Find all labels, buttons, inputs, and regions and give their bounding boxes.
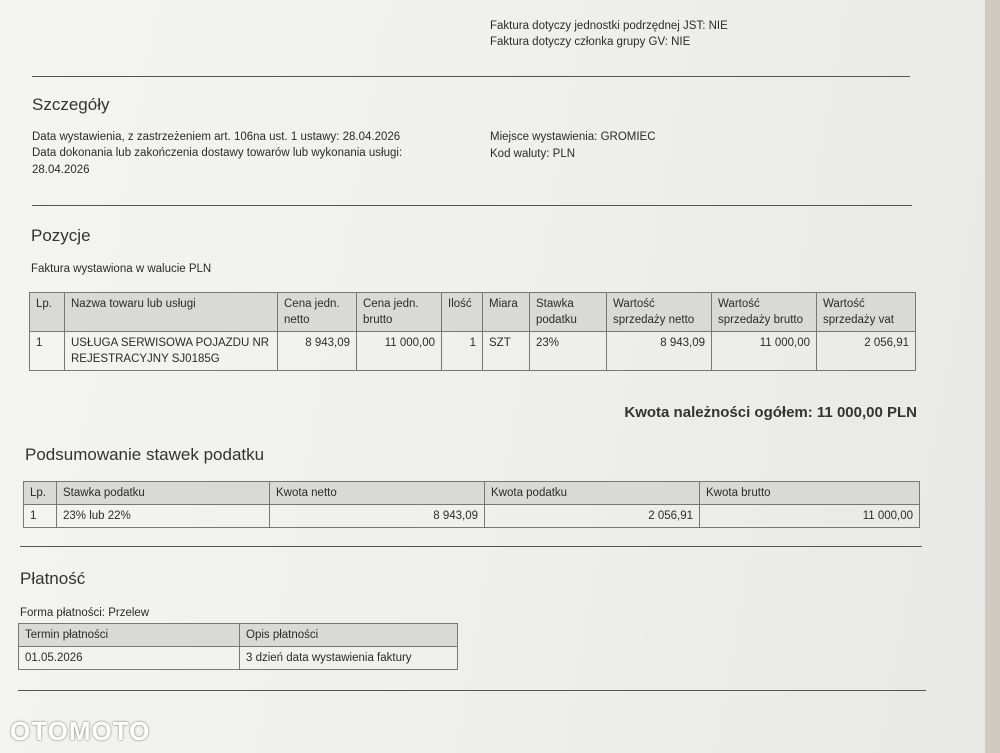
tax-summary-title: Podsumowanie stawek podatku bbox=[25, 445, 265, 464]
cell-gross-value: 11 000,00 bbox=[712, 332, 817, 371]
positions-table bbox=[29, 292, 916, 371]
cell-vat-value: 2 056,91 bbox=[817, 332, 916, 371]
delivery-date-value: 28.04.2026 bbox=[32, 164, 90, 176]
col-unit: Miara bbox=[483, 293, 530, 332]
col-tax: Kwota podatku bbox=[485, 482, 700, 505]
cell-unit: SZT bbox=[483, 332, 530, 371]
cell-qty: 1 bbox=[442, 332, 483, 371]
payment-title: Płatność bbox=[20, 569, 86, 588]
col-unit-gross: Cena jedn. brutto bbox=[357, 293, 442, 332]
col-lp: Lp. bbox=[24, 482, 57, 505]
issue-place: Miejsce wystawienia: GROMIEC bbox=[490, 131, 656, 143]
table-header-row bbox=[19, 624, 458, 647]
col-net: Kwota netto bbox=[270, 482, 485, 505]
cell-tax: 2 056,91 bbox=[485, 505, 700, 528]
col-due-date: Termin płatności bbox=[19, 624, 240, 647]
cell-gross: 11 000,00 bbox=[700, 505, 920, 528]
col-rate: Stawka podatku bbox=[530, 293, 607, 332]
jst-flag: Faktura dotyczy jednostki podrzędnej JST: NIE bbox=[490, 20, 728, 32]
col-description: Opis płatności bbox=[240, 624, 458, 647]
cell-unit-gross: 11 000,00 bbox=[357, 332, 442, 371]
issue-date: Data wystawienia, z zastrzeżeniem art. 106na ust. 1 ustawy: 28.04.2026 bbox=[32, 131, 401, 143]
cell-net: 8 943,09 bbox=[270, 505, 485, 528]
col-vat-value: Wartość sprzedaży vat bbox=[817, 293, 916, 332]
gv-flag: Faktura dotyczy członka grupy GV: NIE bbox=[490, 36, 691, 48]
col-name: Nazwa towaru lub usługi bbox=[65, 293, 278, 332]
currency-note: Faktura wystawiona w walucie PLN bbox=[31, 263, 212, 275]
page-edge bbox=[985, 0, 1000, 753]
col-qty: Ilość bbox=[442, 293, 483, 332]
divider bbox=[20, 546, 922, 547]
col-gross: Kwota brutto bbox=[700, 482, 920, 505]
total-amount: Kwota należności ogółem: 11 000,00 PLN bbox=[624, 404, 917, 421]
col-rate: Stawka podatku bbox=[57, 482, 270, 505]
positions-title: Pozycje bbox=[31, 226, 91, 245]
table-row bbox=[30, 332, 916, 371]
table-row bbox=[19, 647, 458, 670]
currency-code: Kod waluty: PLN bbox=[490, 148, 576, 160]
cell-rate: 23% bbox=[530, 332, 607, 371]
cell-name: USŁUGA SERWISOWA POJAZDU NR REJESTRACYJNY SJ0185G bbox=[65, 332, 278, 371]
divider bbox=[32, 76, 910, 77]
delivery-date-label: Data dokonania lub zakończenia dostawy towarów lub wykonania usługi: bbox=[32, 147, 403, 159]
table-row bbox=[24, 505, 920, 528]
cell-rate: 23% lub 22% bbox=[57, 505, 270, 528]
cell-lp: 1 bbox=[24, 505, 57, 528]
col-gross-value: Wartość sprzedaży brutto bbox=[712, 293, 817, 332]
divider bbox=[18, 690, 926, 691]
payment-form: Forma płatności: Przelew bbox=[20, 607, 150, 619]
table-header-row bbox=[24, 482, 920, 505]
cell-unit-net: 8 943,09 bbox=[278, 332, 357, 371]
cell-net-value: 8 943,09 bbox=[607, 332, 712, 371]
cell-description: 3 dzień data wystawienia faktury bbox=[240, 647, 458, 670]
cell-lp: 1 bbox=[30, 332, 65, 371]
tax-summary-table bbox=[23, 481, 920, 528]
otomoto-watermark: OTOMOTO bbox=[10, 716, 151, 746]
payment-table bbox=[18, 623, 458, 670]
table-header-row bbox=[30, 293, 916, 332]
details-title: Szczegóły bbox=[32, 95, 110, 114]
col-net-value: Wartość sprzedaży netto bbox=[607, 293, 712, 332]
col-lp: Lp. bbox=[30, 293, 65, 332]
cell-due-date: 01.05.2026 bbox=[19, 647, 240, 670]
divider bbox=[32, 205, 912, 206]
col-unit-net: Cena jedn. netto bbox=[278, 293, 357, 332]
